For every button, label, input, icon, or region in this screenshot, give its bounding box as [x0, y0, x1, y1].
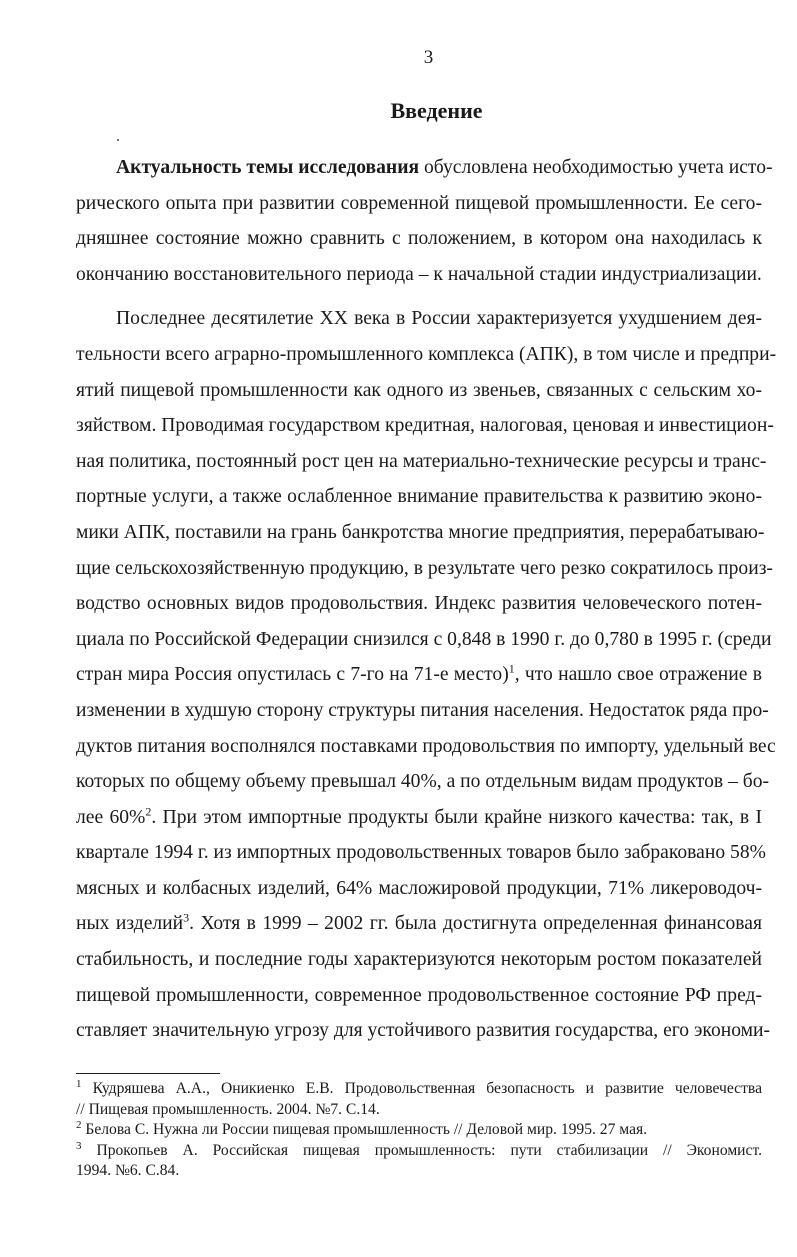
paragraph-relevance — [76, 150, 773, 292]
text-line — [76, 800, 762, 836]
text-line — [76, 150, 773, 186]
footnotes — [76, 1079, 762, 1182]
footnote-line — [76, 1120, 762, 1141]
footnote-divider — [76, 1073, 220, 1074]
scan-artifact-dot — [117, 139, 119, 141]
text-fragment: . При этом импортные продукты были крайне низкого качества: так, в I — [151, 806, 762, 828]
text-line: мясных и колбасных изделий, 64% масложировой продукции, 71% ликероводоч- — [76, 877, 762, 899]
footnote-marker: 2 — [76, 1119, 82, 1131]
footnote-text: Кудряшева А.А., Оникиенко Е.В. Продовольственная безопасность и развитие человечества — [81, 1080, 762, 1097]
footnote-line — [76, 1141, 762, 1162]
paragraph-gap — [76, 292, 762, 301]
text-line: водство основных видов продовольствия. Индекс развития человеческого потен- — [76, 593, 762, 615]
text-line — [76, 906, 762, 942]
text-fragment: , что нашло свое отражение в — [514, 664, 762, 686]
text-line: Последнее десятилетие XX века в России характеризуется ухудшением дея- — [116, 308, 762, 330]
text-fragment: лее 60% — [76, 806, 146, 828]
text-line: щие сельскохозяйственную продукцию, в результате чего резко сократилось произ- — [76, 557, 773, 579]
text-fragment: ных изделий — [76, 913, 184, 935]
footnote-ref-3: 3 — [183, 910, 190, 925]
text-line: которых по общему объему превышал 40%, а по отдельным видам продуктов – бо- — [76, 771, 770, 793]
paragraph-context — [76, 301, 777, 1048]
text-line: изменении в худшую сторону структуры питания населения. Недостаток ряда про- — [76, 699, 769, 721]
text-line: ставляет значительную угрозу для устойчивого развития государства, его экономи- — [76, 1020, 771, 1042]
body-text — [76, 150, 777, 1049]
text-fragment: стран мира Россия опустилась с 7-го на 71-е место) — [76, 664, 509, 686]
text-line: квартале 1994 г. из импортных продовольственных товаров было забраковано 58% — [76, 842, 766, 864]
footnote-ref-1: 1 — [508, 661, 515, 676]
footnote-3 — [76, 1141, 762, 1182]
text-line: ная политика, постоянный рост цен на материально-технические ресурсы и транс- — [76, 450, 767, 472]
text-line: пищевой промышленности, современное продовольственное состояние РФ пред- — [76, 984, 762, 1006]
text-line: дуктов питания восполнялся поставками продовольствия по импорту, удельный вес — [76, 735, 776, 757]
footnote-line: // Пищевая промышленность. 2004. №7. С.14. — [76, 1100, 380, 1118]
text-line: рического опыта при развитии современной пищевой промышленности. Ее сего- — [76, 192, 762, 214]
relevance-lead: Актуальность темы исследования — [116, 157, 420, 178]
text-line: дняшнее состояние можно сравнить с положением, в котором она находилась к — [76, 228, 762, 250]
text-line: ятий пищевой промышленности как одного из звеньев, связанных с сельским хо- — [76, 379, 762, 401]
text-line: зяйством. Проводимая государством кредитная, налоговая, ценовая и инвестицион- — [76, 415, 774, 437]
page-number: 3 — [423, 47, 434, 68]
footnote-1 — [76, 1079, 762, 1120]
section-heading: Введение — [390, 98, 483, 123]
text-line: портные услуги, а также ослабленное внимание правительства к развитию эконо- — [76, 486, 762, 508]
text-line: окончанию восстановительного периода – к начальной стадии индустриализации. — [76, 263, 762, 285]
text-line: тельности всего аграрно-промышленного комплекса (АПК), в том числе и предпри- — [76, 343, 777, 365]
footnote-ref-2: 2 — [145, 804, 152, 819]
footnote-line: 1994. №6. С.84. — [76, 1162, 180, 1180]
footnote-2 — [76, 1120, 762, 1141]
footnote-marker: 1 — [76, 1077, 82, 1090]
text-line: мики АПК, поставили на грань банкротства многие предприятия, перерабатываю- — [76, 521, 765, 543]
text-line: циала по Российской Федерации снизился с 0,848 в 1990 г. до 0,780 в 1995 г. (среди — [76, 628, 772, 650]
text-fragment: . Хотя в 1999 – 2002 гг. была достигнута определенная финансовая — [189, 913, 762, 935]
text-line: стабильность, и последние годы характеризуются некоторым ростом показателей — [76, 949, 762, 971]
text-line — [76, 657, 762, 693]
footnote-line — [76, 1079, 762, 1100]
text-fragment: обусловлена необходимостью учета исто- — [419, 157, 773, 178]
footnote-marker: 3 — [76, 1139, 82, 1152]
footnote-text: Прокопьев А. Российская пищевая промышленность: пути стабилизации // Экономист. — [81, 1141, 762, 1159]
footnote-text: Белова С. Нужна ли России пищевая промышленность // Деловой мир. 1995. 27 мая. — [81, 1121, 648, 1139]
